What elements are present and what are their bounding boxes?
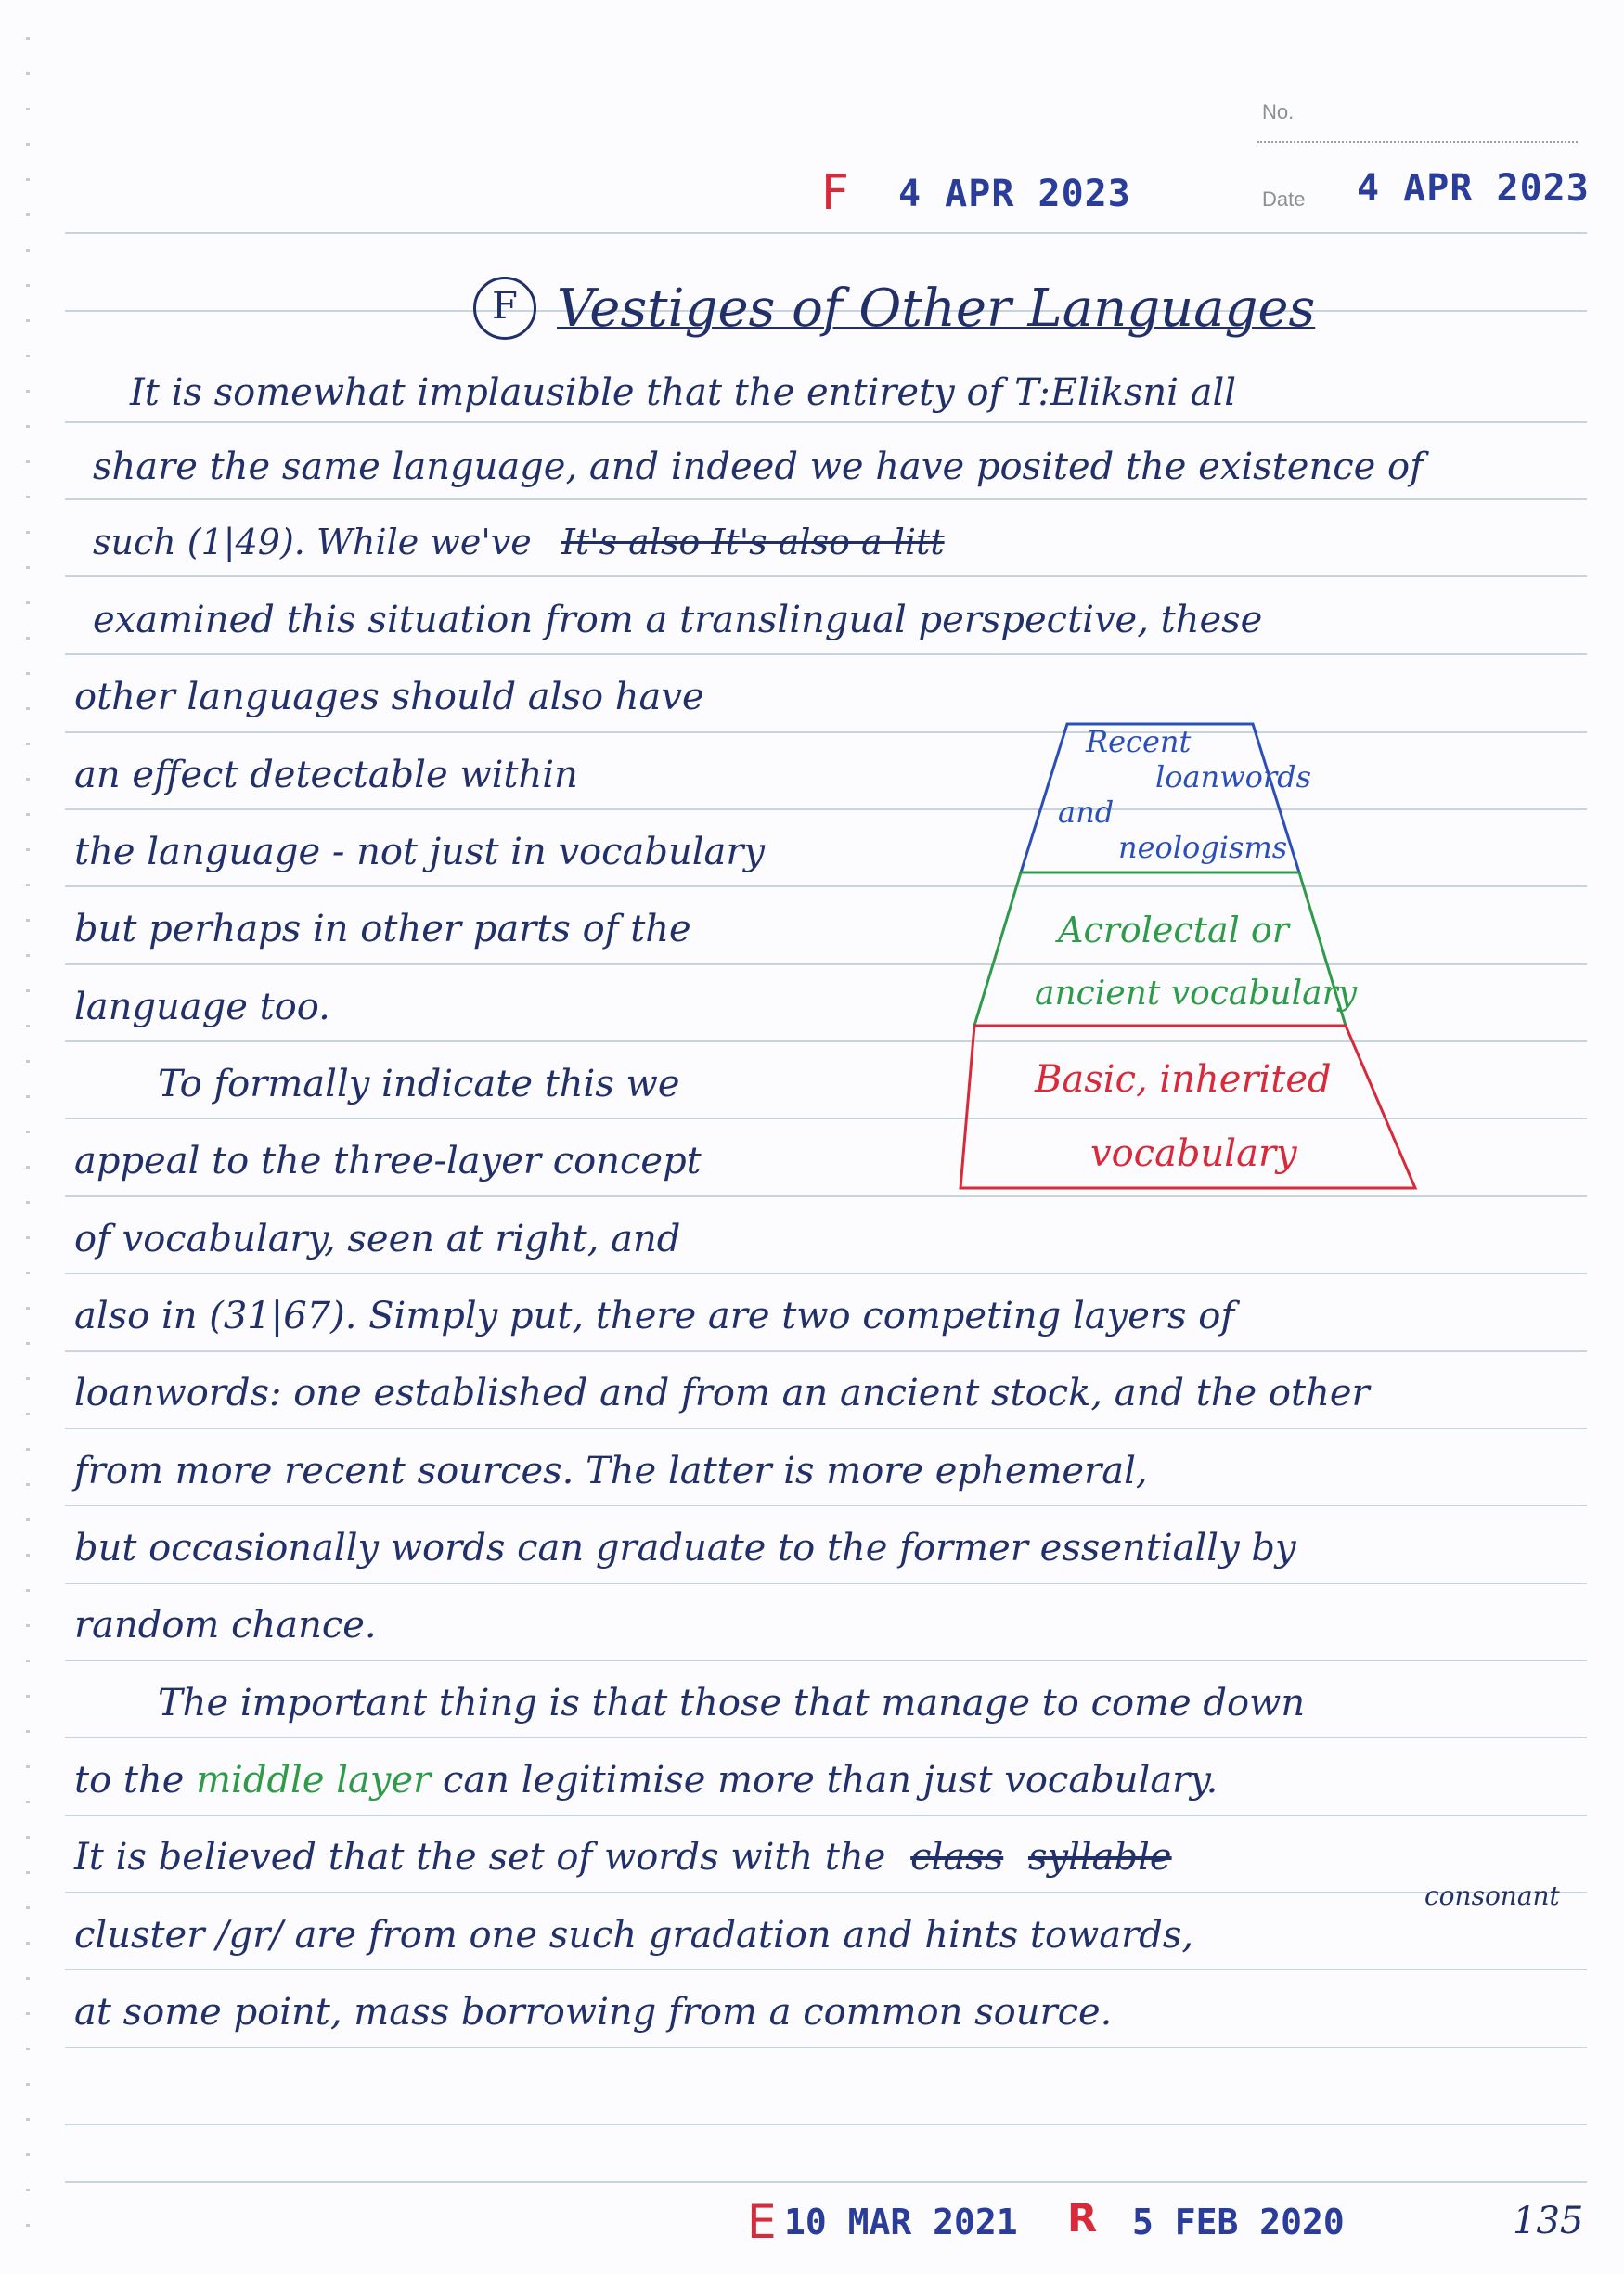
pyramid-top-word-1: Recent [1086,724,1192,759]
body-line-21: cluster /gr/ are from one such gradation and hints towards, [74,1914,1194,1957]
stamp-letter-r: R [1067,2195,1098,2241]
body-line-17: random chance. [74,1604,377,1647]
body-line-19-end: can legitimise more than just vocabulary. [442,1759,1218,1802]
ruled-line [65,232,1587,234]
pyramid-top-word-4: neologisms [1118,830,1288,865]
body-line-1: It is somewhat implausible that the entirety of T:Eliksni all [130,371,1237,414]
struck-text-syllable: syllable [1027,1836,1172,1879]
stamp-date-r: 5 FEB 2020 [1132,2202,1345,2242]
ruled-line [65,575,1587,577]
no-underline [1257,141,1578,143]
ruled-line [65,1583,1587,1584]
ruled-line [65,498,1587,500]
ruled-line [65,2181,1587,2183]
ruled-line [65,1737,1587,1738]
date-label: Date [1262,187,1306,211]
body-line-22: at some point, mass borrowing from a common source. [74,1991,1113,2034]
struck-text-line-3: It's also It's also a litt [561,522,945,562]
body-line-3-text: such (1|49). While we've [93,522,532,562]
pyramid-middle-line-1: Acrolectal or [1058,910,1289,950]
body-line-7: the language - not just in vocabulary [74,831,766,873]
stamp-letter-f: F [821,165,849,221]
pyramid-top-word-3: and [1058,795,1115,830]
no-label: No. [1262,100,1295,123]
ruled-line [65,421,1587,423]
body-line-9: language too. [74,986,330,1028]
body-line-6: an effect detectable within [74,754,578,796]
ruled-line [65,1660,1587,1661]
page-title: Vestiges of Other Languages [557,278,1316,339]
pyramid-bottom-line-1: Basic, inherited [1035,1058,1332,1101]
body-line-11: appeal to the three-layer concept [74,1140,702,1182]
stamp-letter-e: E [747,2195,777,2249]
ruled-line [65,2047,1587,2048]
body-line-20-text: It is believed that the set of words with the [74,1836,886,1879]
body-line-12: of vocabulary, seen at right, and [74,1218,681,1260]
body-line-10: To formally indicate this we [158,1063,680,1105]
body-line-16: but occasionally words can graduate to the former essentially by [74,1527,1296,1570]
body-line-3 [93,522,945,562]
inserted-word-consonant: consonant [1424,1880,1560,1911]
struck-text-class: class [910,1836,1004,1879]
ruled-line [65,1815,1587,1816]
body-line-5: other languages should also have [74,676,704,718]
stamp-date-e: 10 MAR 2021 [784,2202,1018,2242]
body-line-20 [74,1836,1172,1879]
body-line-15: from more recent sources. The latter is more ephemeral, [74,1450,1148,1492]
ruled-line [65,2124,1587,2125]
body-line-2: share the same language, and indeed we have posited the existence of [93,446,1424,488]
page-number: 135 [1513,2200,1584,2242]
stamp-date-f: 4 APR 2023 [898,173,1131,215]
pyramid-bottom-line-2: vocabulary [1090,1132,1297,1175]
ruled-line [65,1273,1587,1274]
body-line-14: loanwords: one established and from an ancient stock, and the other [74,1372,1370,1415]
margin-dots [26,37,30,2246]
middle-layer-highlight: middle layer [196,1759,432,1802]
body-line-8: but perhaps in other parts of the [74,908,691,950]
ruled-line [65,1350,1587,1352]
ruled-line [65,653,1587,655]
title-marker: F [473,277,536,340]
body-line-4: examined this situation from a translingual perspective, these [93,599,1263,641]
ruled-line [65,1428,1587,1429]
ruled-line [65,1892,1587,1893]
body-line-13: also in (31|67). Simply put, there are two competing layers of [74,1295,1235,1337]
ruled-line [65,1505,1587,1506]
body-line-18: The important thing is that those that manage to come down [158,1682,1306,1725]
pyramid-middle-line-2: ancient vocabulary [1035,975,1358,1013]
ruled-line [65,1969,1587,1970]
body-line-19-start: to the [74,1759,185,1802]
stamp-date-main: 4 APR 2023 [1357,167,1590,210]
body-line-19 [74,1759,1218,1802]
pyramid-top-word-2: loanwords [1155,759,1312,795]
